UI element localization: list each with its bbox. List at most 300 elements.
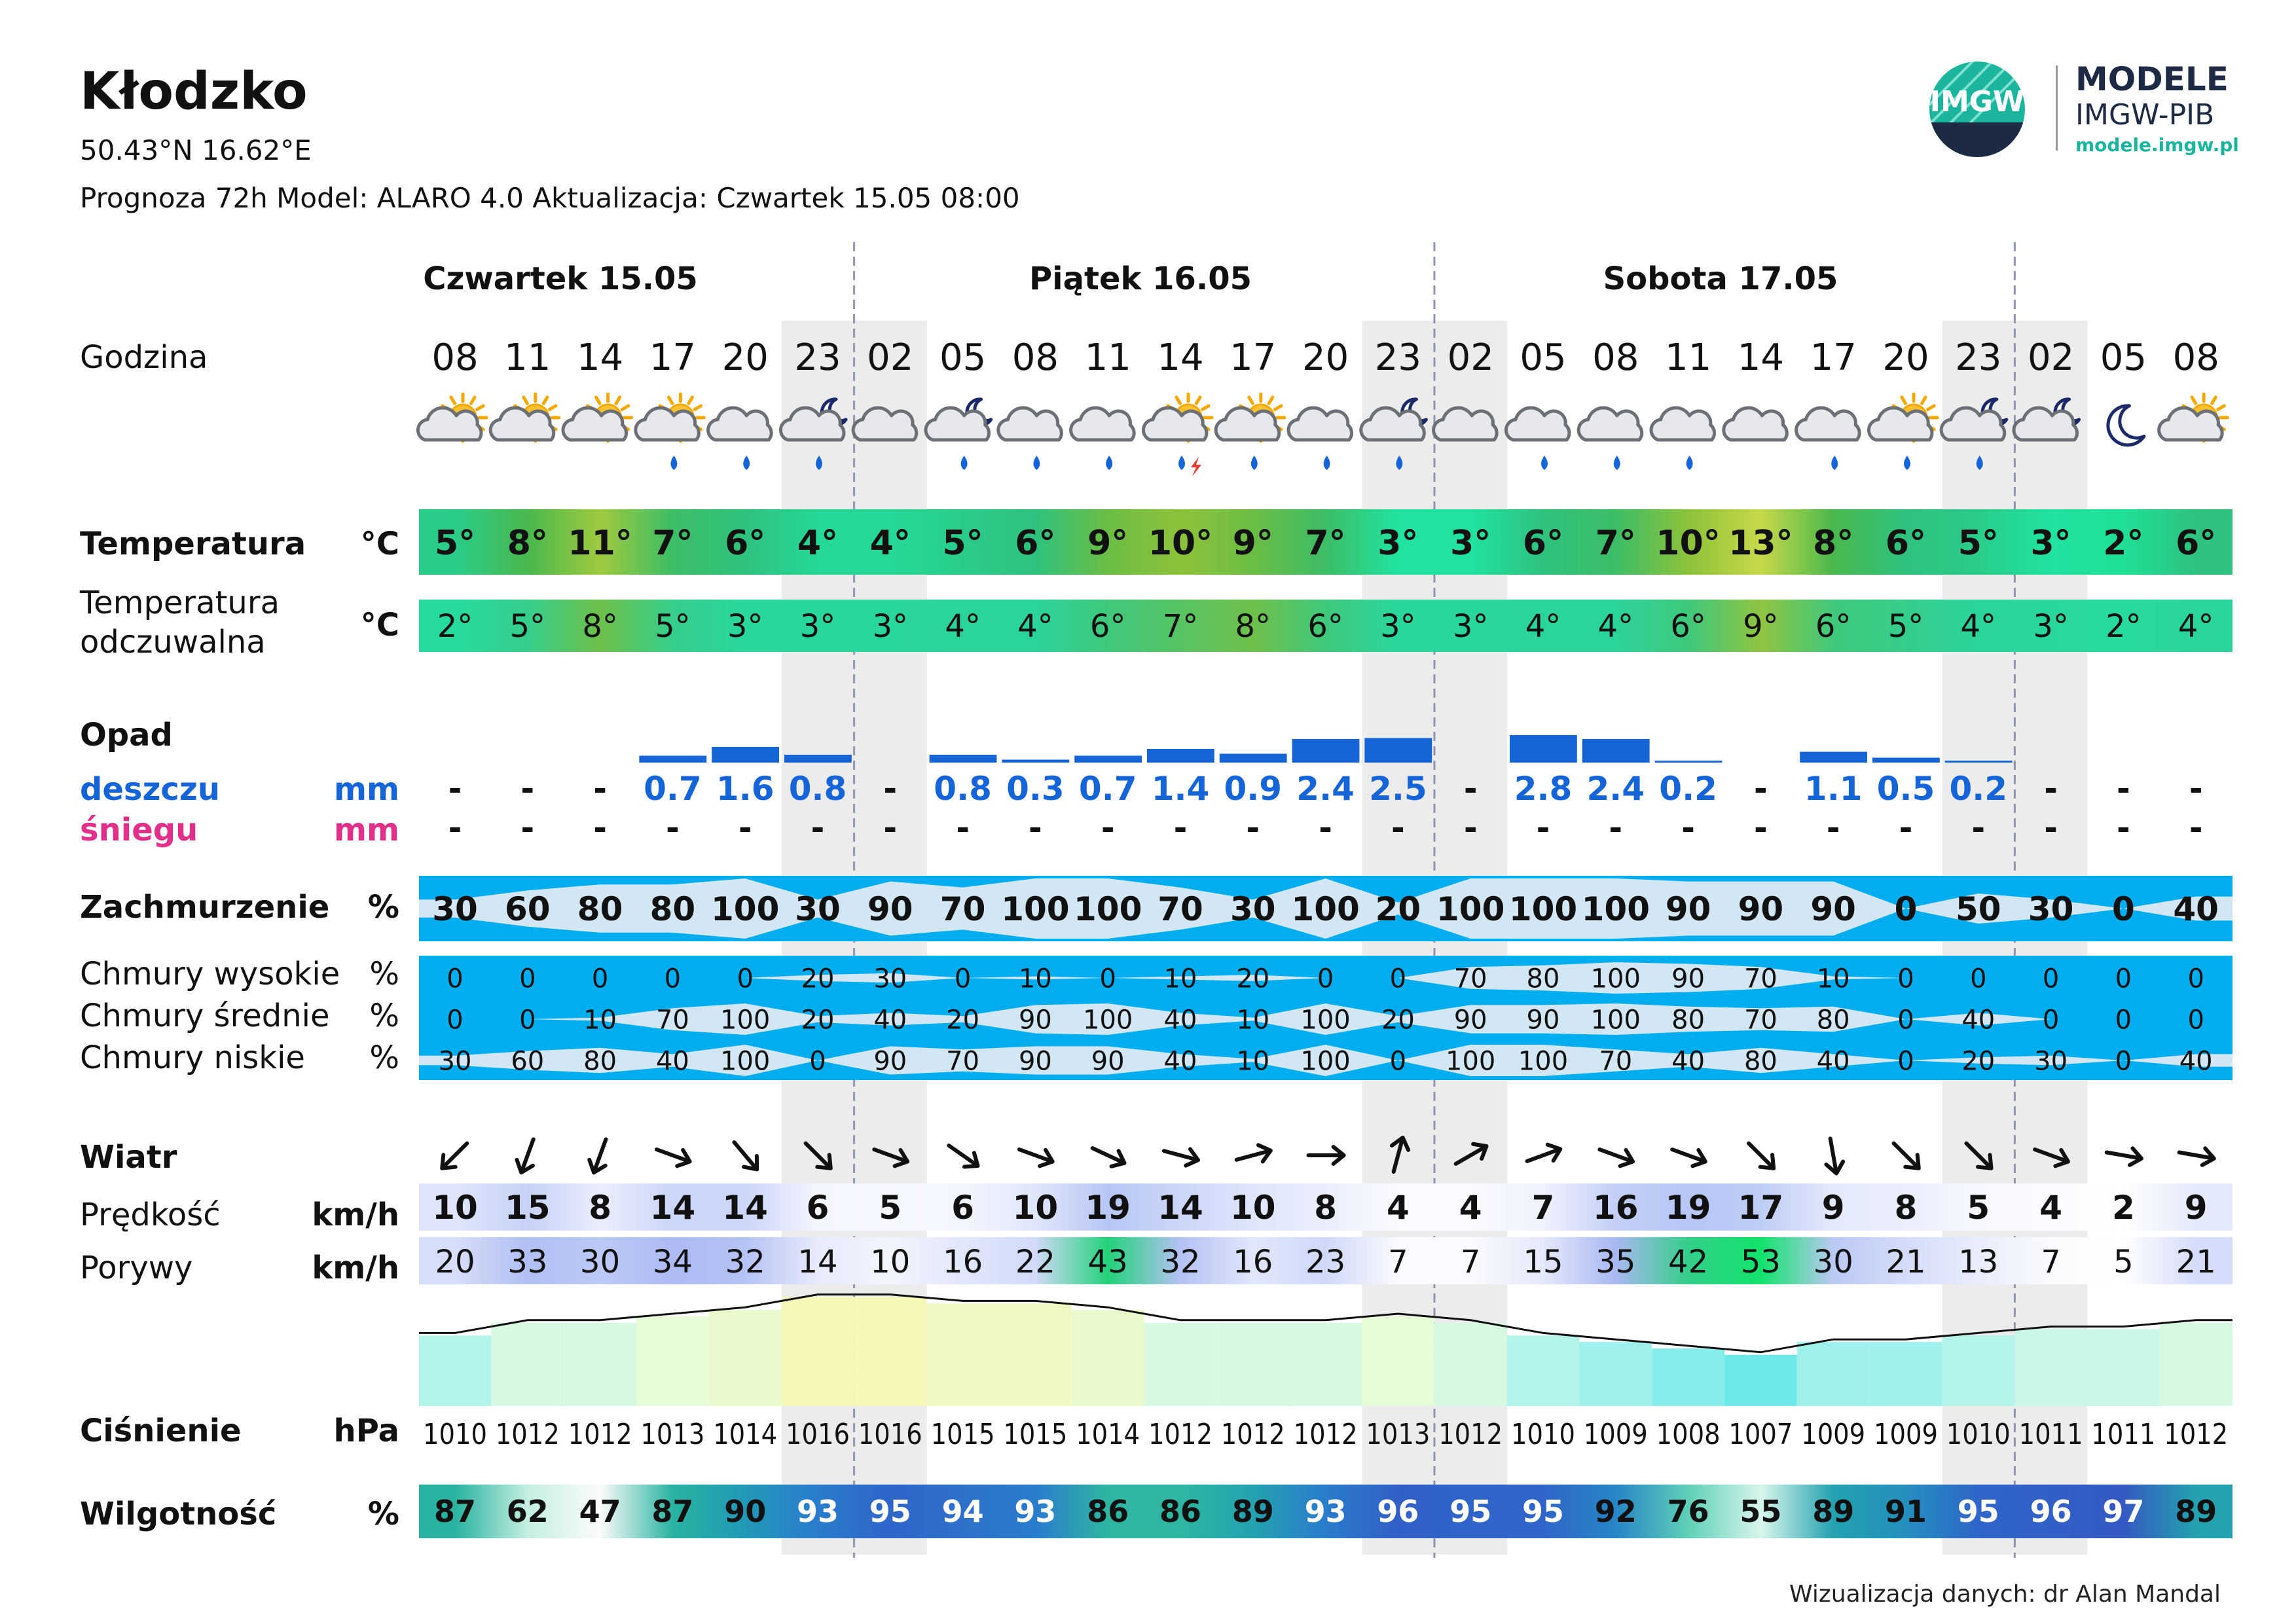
hour-label: 17 [1810, 336, 1857, 379]
moon-icon [2108, 406, 2144, 445]
wind-gust-value: 20 [435, 1244, 475, 1280]
cloud-high-value: 0 [954, 964, 972, 994]
temperature-value: 4° [797, 524, 839, 563]
humidity-value: 95 [1522, 1494, 1565, 1529]
snow-value: - [1463, 809, 1478, 847]
hour-label: 20 [721, 336, 769, 379]
temperature-value: 8° [1813, 524, 1854, 563]
forecast-meta: Prognoza 72h Model: ALARO 4.0 Aktualizacja: Czwartek 15.05 08:00 [80, 182, 1020, 214]
wind-gust-value: 21 [1886, 1244, 1926, 1280]
feels-like-value: 8° [582, 608, 618, 645]
snow-value: - [448, 809, 462, 847]
cloud-high-value: 70 [1743, 964, 1777, 994]
humidity-value: 62 [506, 1494, 549, 1529]
coordinates: 50.43°N 16.62°E [80, 134, 312, 166]
logo-mark-top: IMGW [1929, 85, 2025, 118]
cloud-mid-value: 80 [1671, 1005, 1705, 1036]
sun-cloud-rain-icon [636, 394, 704, 470]
cloud-total-value: 40 [2173, 890, 2219, 928]
wind-speed-value: 14 [1157, 1189, 1203, 1227]
humidity-value: 86 [1159, 1494, 1202, 1529]
cloud-high-value: 0 [446, 964, 464, 994]
cloud-low-value: 60 [511, 1046, 545, 1077]
cloud-high-value: 70 [1453, 964, 1487, 994]
humidity-value: 96 [2030, 1494, 2072, 1529]
humidity-value: 87 [651, 1494, 694, 1529]
pressure-fill [1289, 1323, 1362, 1406]
pressure-fill [419, 1335, 491, 1406]
pressure-fill [1362, 1316, 1434, 1406]
pressure-value: 1014 [713, 1418, 778, 1451]
cloud-high-value: 0 [2187, 964, 2204, 994]
cloud-low-value: 0 [1389, 1046, 1407, 1077]
cloud-mid-value: 40 [873, 1005, 907, 1036]
wind-speed-value: 7 [1531, 1189, 1555, 1227]
temperature-value: 3° [1450, 524, 1491, 563]
pressure-fill [491, 1323, 564, 1406]
pressure-value: 1008 [1656, 1418, 1721, 1451]
cloud-mid-value: 80 [1816, 1005, 1850, 1036]
unit-temperature: °C [360, 526, 399, 562]
logo-line2: IMGW-PIB [2075, 98, 2215, 132]
unit-rain: mm [333, 771, 399, 808]
hour-label: 23 [1374, 336, 1422, 379]
temperature-value: 7° [652, 524, 693, 563]
feels-like-value: 4° [1017, 608, 1053, 645]
pressure-fill [782, 1297, 854, 1406]
wind-gust-value: 32 [1160, 1244, 1201, 1280]
hour-label: 08 [1011, 336, 1059, 379]
snow-value: - [883, 809, 898, 847]
feels-like-value: 3° [727, 608, 763, 645]
cloud-total-value: 100 [1436, 890, 1505, 928]
rain-bar [1074, 756, 1142, 763]
cloud-high-value: 90 [1671, 964, 1705, 994]
wind-speed-value: 8 [1894, 1189, 1918, 1227]
cloud-high-value: 0 [1897, 964, 1914, 994]
logo-line1: MODELE [2075, 60, 2229, 98]
humidity-value: 92 [1594, 1494, 1637, 1529]
rain-value: - [2044, 770, 2058, 808]
cloud-mid-value: 0 [2115, 1005, 2132, 1036]
feels-like-value: 9° [1743, 608, 1779, 645]
pressure-fill [854, 1297, 926, 1406]
wind-speed-value: 2 [2112, 1189, 2135, 1227]
feels-like-value: 6° [1815, 608, 1851, 645]
cloud-mid-value: 0 [519, 1005, 536, 1036]
temperature-value: 8° [507, 524, 548, 563]
wind-arrow-icon [2105, 1144, 2143, 1167]
pressure-value: 1012 [1148, 1418, 1212, 1451]
cloud-low-value: 100 [1446, 1046, 1496, 1077]
hour-label: 08 [2172, 336, 2219, 379]
wind-arrow-icon [1017, 1142, 1056, 1170]
humidity-value: 89 [1231, 1494, 1274, 1529]
hour-label: 11 [1664, 336, 1712, 379]
cloud-total-value: 30 [432, 890, 478, 928]
hour-label: 17 [649, 336, 697, 379]
temperature-value: 5° [942, 524, 983, 563]
label-pressure: Ciśnienie [80, 1413, 242, 1449]
wind-gust-value: 23 [1305, 1244, 1346, 1280]
temperature-value: 10° [1148, 524, 1213, 563]
cloud-mid-value: 20 [946, 1005, 980, 1036]
wind-arrow-icon [513, 1136, 541, 1176]
temperature-value: 6° [725, 524, 766, 563]
temperature-value: 5° [1958, 524, 1999, 563]
wind-speed-value: 4 [1459, 1189, 1482, 1227]
rain-value: - [883, 770, 898, 808]
pressure-value: 1012 [495, 1418, 560, 1451]
pressure-fill [1797, 1342, 1870, 1406]
cloud-total-value: 70 [939, 890, 986, 928]
feels-like-value: 7° [1162, 608, 1199, 645]
wind-arrow-icon [2178, 1144, 2215, 1167]
rain-value: 2.4 [1586, 770, 1645, 808]
humidity-value: 93 [796, 1494, 839, 1529]
temperature-value: 6° [1015, 524, 1056, 563]
cloud-mid-value: 90 [1453, 1005, 1487, 1036]
cloud-high-value: 20 [1236, 964, 1270, 994]
wind-arrow-icon [1234, 1142, 1273, 1168]
cloud-mid-value: 20 [801, 1005, 835, 1036]
cloud-low-value: 30 [438, 1046, 472, 1077]
feels-like-value: 6° [1670, 608, 1706, 645]
wind-arrow-icon [1162, 1143, 1201, 1168]
wind-speed-value: 4 [2039, 1189, 2062, 1227]
cloud-rain-icon [708, 408, 772, 470]
cloud-total-value: 0 [2112, 890, 2135, 928]
pressure-fill [564, 1323, 636, 1406]
pressure-value: 1009 [1874, 1418, 1938, 1451]
pressure-fill [1507, 1335, 1580, 1406]
wind-speed-value: 17 [1738, 1189, 1784, 1227]
hour-label: 23 [1955, 336, 2002, 379]
snow-value: - [1899, 809, 1913, 847]
cloud-high-value: 10 [1816, 964, 1850, 994]
temperature-value: 9° [1232, 524, 1273, 563]
cloud-low-value: 10 [1236, 1046, 1270, 1077]
hour-label: 05 [939, 336, 987, 379]
pressure-value: 1016 [786, 1418, 850, 1451]
rain-value: - [1463, 770, 1478, 808]
wind-gust-value: 43 [1087, 1244, 1128, 1280]
pressure-value: 1010 [1511, 1418, 1575, 1451]
wind-arrow-icon [728, 1137, 764, 1175]
pressure-value: 1015 [1003, 1418, 1068, 1451]
cloud-total-value: 80 [577, 890, 623, 928]
wind-gust-value: 7 [1388, 1244, 1408, 1280]
pressure-fill [1724, 1355, 1797, 1406]
label-cloud: Zachmurzenie [80, 889, 330, 926]
cloud-low-value: 40 [1816, 1046, 1850, 1077]
humidity-value: 95 [869, 1494, 911, 1529]
cloud-total-value: 0 [1894, 890, 1918, 928]
hour-label: 05 [1520, 336, 1567, 379]
feels-like-value: 4° [2178, 608, 2214, 645]
wind-gust-value: 16 [1233, 1244, 1273, 1280]
unit-cloud-low: % [369, 1039, 399, 1076]
wind-arrow-icon [1822, 1137, 1845, 1175]
rain-bar [1147, 749, 1214, 763]
pressure-value: 1014 [1076, 1418, 1140, 1451]
label-wind: Wiatr [80, 1139, 177, 1176]
humidity-value: 55 [1740, 1494, 1782, 1529]
wind-gust-value: 34 [652, 1244, 693, 1280]
hour-label: 11 [504, 336, 551, 379]
snow-value: - [1391, 809, 1405, 847]
pressure-fill [1216, 1323, 1289, 1406]
wind-speed-value: 16 [1593, 1189, 1639, 1227]
sun-cloud-icon [490, 394, 559, 441]
cloud-mid-value: 0 [1897, 1005, 1914, 1036]
snow-value: - [1101, 809, 1115, 847]
pressure-value: 1010 [423, 1418, 487, 1451]
rain-bar [1872, 758, 1940, 763]
label-feels-line1: Temperatura [80, 585, 280, 621]
cloud-mid-value: 10 [1236, 1005, 1270, 1036]
rain-bar [1292, 739, 1360, 763]
snow-value: - [1609, 809, 1623, 847]
label-cloud-mid: Chmury średnie [80, 998, 330, 1034]
cloud-low-value: 100 [1518, 1046, 1569, 1077]
cloud-total-value: 30 [2028, 890, 2074, 928]
pressure-value: 1011 [2091, 1418, 2156, 1451]
cloud-low-value: 40 [1163, 1046, 1197, 1077]
temperature-value: 6° [1522, 524, 1564, 563]
cloud-rain-icon [1578, 408, 1642, 470]
cloud-rain-icon [1506, 408, 1569, 470]
cloud-total-value: 20 [1375, 890, 1421, 928]
pressure-fill [2160, 1323, 2232, 1406]
feels-like-value: 5° [509, 608, 546, 645]
label-cloud-high: Chmury wysokie [80, 956, 340, 992]
snow-value: - [1754, 809, 1768, 847]
rain-bar [1510, 735, 1577, 763]
wind-speed-value: 10 [1230, 1189, 1276, 1227]
day-header-friday: Piątek 16.05 [1029, 261, 1252, 297]
feels-like-value: 5° [1887, 608, 1924, 645]
cloud-total-value: 90 [1665, 890, 1711, 928]
feels-like-value: 3° [2033, 608, 2069, 645]
feels-like-value: 2° [437, 608, 473, 645]
temperature-value: 6° [2176, 524, 2217, 563]
cloud-icon [1724, 408, 1787, 440]
temperature-value: 13° [1728, 524, 1793, 563]
cloud-low-value: 40 [655, 1046, 689, 1077]
cloud-total-value: 50 [1956, 890, 2001, 928]
wind-speed-value: 6 [951, 1189, 974, 1227]
hour-label: 14 [1737, 336, 1785, 379]
sun-cloud-icon [563, 394, 632, 441]
cloud-total-value: 90 [1810, 890, 1856, 928]
unit-gust: km/h [312, 1250, 399, 1286]
cloud-mid-value: 20 [1381, 1005, 1415, 1036]
cloud-low-value: 30 [2034, 1046, 2068, 1077]
cloud-high-value: 0 [737, 964, 754, 994]
snow-value: - [811, 809, 825, 847]
wind-gust-value: 5 [2113, 1244, 2134, 1280]
feels-like-value: 3° [872, 608, 909, 645]
rain-bar [930, 755, 997, 763]
wind-speed-value: 9 [1821, 1189, 1845, 1227]
cloud-high-value: 10 [1163, 964, 1197, 994]
day-header-saturday: Sobota 17.05 [1603, 261, 1838, 297]
label-cloud-low: Chmury niskie [80, 1039, 305, 1076]
snow-value: - [1173, 809, 1188, 847]
wind-gust-value: 42 [1668, 1244, 1709, 1280]
credit: Wizualizacja danych: dr Alan Mandal [1789, 1581, 2221, 1608]
cloud-low-value: 100 [1300, 1046, 1351, 1077]
wind-arrow-icon [1597, 1142, 1636, 1170]
humidity-value: 47 [579, 1494, 621, 1529]
wind-gust-value: 21 [2176, 1244, 2216, 1280]
wind-arrow-icon [1669, 1142, 1709, 1170]
moon-cloud-rain-icon [926, 399, 991, 470]
pressure-fill [2014, 1329, 2087, 1406]
cloud-total-value: 100 [711, 890, 780, 928]
cloud-mid-value: 40 [1961, 1005, 1995, 1036]
pressure-fill [1144, 1323, 1217, 1406]
temperature-value: 5° [434, 524, 476, 563]
pressure-value: 1013 [640, 1418, 705, 1451]
pressure-value: 1007 [1728, 1418, 1793, 1451]
humidity-value: 89 [2175, 1494, 2217, 1529]
label-humidity: Wilgotność [80, 1496, 277, 1532]
wind-speed-value: 6 [806, 1189, 829, 1227]
rain-value: 0.7 [1078, 770, 1137, 808]
cloud-total-value: 90 [1738, 890, 1784, 928]
cloud-high-value: 0 [1389, 964, 1407, 994]
location-title: Kłodzko [80, 62, 308, 121]
wind-arrow-icon [436, 1137, 473, 1174]
label-temperature: Temperatura [80, 526, 306, 562]
rain-bar [784, 755, 852, 763]
hour-label: 20 [1302, 336, 1349, 379]
feels-like-value: 6° [1089, 608, 1126, 645]
wind-speed-value: 5 [879, 1189, 902, 1227]
cloud-high-value: 10 [1018, 964, 1052, 994]
cloud-low-value: 80 [583, 1046, 617, 1077]
unit-pressure: hPa [333, 1413, 399, 1449]
cloud-total-value: 70 [1157, 890, 1203, 928]
pressure-value: 1011 [2018, 1418, 2083, 1451]
snow-value: - [1246, 809, 1260, 847]
unit-cloud-high: % [369, 956, 399, 992]
feels-like-value: 8° [1235, 608, 1271, 645]
wind-speed-value: 8 [589, 1189, 611, 1227]
pressure-value: 1015 [930, 1418, 995, 1451]
snow-value: - [2189, 809, 2203, 847]
unit-cloud: % [367, 889, 399, 926]
pressure-value: 1012 [1293, 1418, 1358, 1451]
snow-value: - [666, 809, 680, 847]
unit-humidity: % [367, 1496, 399, 1532]
rain-value: 2.8 [1514, 770, 1573, 808]
wind-gust-value: 16 [943, 1244, 983, 1280]
snow-value: - [1029, 809, 1042, 847]
feels-like-value: 4° [945, 608, 981, 645]
wind-gust-value: 22 [1015, 1244, 1055, 1280]
cloud-mid-value: 40 [1163, 1005, 1197, 1036]
sun-cloud-icon [2159, 394, 2228, 441]
wind-speed-value: 4 [1387, 1189, 1410, 1227]
feels-like-value: 3° [1452, 608, 1489, 645]
rain-value: - [593, 770, 607, 808]
snow-value: - [1681, 809, 1695, 847]
wind-speed-value: 10 [432, 1189, 478, 1227]
hour-label: 02 [2027, 336, 2075, 379]
pressure-value: 1012 [2164, 1418, 2229, 1451]
humidity-value: 97 [2102, 1494, 2145, 1529]
label-gust: Porywy [80, 1250, 193, 1286]
temperature-value: 3° [2030, 524, 2071, 563]
rain-value: 1.4 [1151, 770, 1210, 808]
cloud-total-value: 100 [1291, 890, 1360, 928]
wind-speed-value: 9 [2184, 1189, 2208, 1227]
hour-label: 23 [794, 336, 841, 379]
hour-label: 11 [1084, 336, 1131, 379]
pressure-value: 1009 [1583, 1418, 1648, 1451]
rain-bar [639, 756, 706, 763]
cloud-rain-icon [1288, 408, 1352, 470]
wind-arrow-icon [944, 1138, 983, 1172]
cloud-high-value: 30 [873, 964, 907, 994]
hour-label: 08 [431, 336, 479, 379]
cloud-total-value: 30 [795, 890, 841, 928]
snow-value: - [956, 809, 970, 847]
cloud-mid-value: 0 [2042, 1005, 2060, 1036]
cloud-high-value: 100 [1590, 964, 1641, 994]
feels-like-value: 4° [1960, 608, 1997, 645]
cloud-high-value: 0 [1317, 964, 1334, 994]
pressure-value: 1012 [568, 1418, 632, 1451]
rain-bar [1002, 760, 1069, 763]
wind-gust-value: 35 [1595, 1244, 1636, 1280]
cloud-low-value: 90 [873, 1046, 907, 1077]
wind-speed-value: 14 [649, 1189, 696, 1227]
rain-value: 0.3 [1006, 770, 1065, 808]
temperature-value: 6° [1885, 524, 1927, 563]
hour-label: 14 [1157, 336, 1204, 379]
label-snow: śniegu [80, 812, 198, 848]
pressure-fill [1942, 1335, 2014, 1406]
cloud-low-value: 90 [1018, 1046, 1052, 1077]
cloud-mid-value: 10 [583, 1005, 617, 1036]
rain-value: - [520, 770, 535, 808]
cloud-mid-value: 100 [1083, 1005, 1133, 1036]
cloud-mid-value: 100 [1590, 1005, 1641, 1036]
logo-url[interactable]: modele.imgw.pl [2075, 134, 2239, 156]
cloud-total-value: 60 [505, 890, 551, 928]
humidity-value: 76 [1667, 1494, 1709, 1529]
humidity-value: 94 [941, 1494, 984, 1529]
cloud-low-value: 100 [720, 1046, 771, 1077]
temperature-value: 9° [1087, 524, 1129, 563]
pressure-fill [636, 1316, 709, 1406]
hour-label: 08 [1592, 336, 1639, 379]
rain-value: 0.8 [934, 770, 992, 808]
cloud-high-value: 0 [1099, 964, 1116, 994]
cloud-mid-value: 0 [2187, 1005, 2204, 1036]
snow-value: - [2117, 809, 2130, 847]
hour-label: 14 [576, 336, 624, 379]
wind-gust-value: 15 [1523, 1244, 1563, 1280]
rain-value: 0.9 [1224, 770, 1283, 808]
wind-gust-value: 30 [1813, 1244, 1853, 1280]
rain-value: 1.6 [716, 770, 774, 808]
rain-value: 0.2 [1659, 770, 1717, 808]
